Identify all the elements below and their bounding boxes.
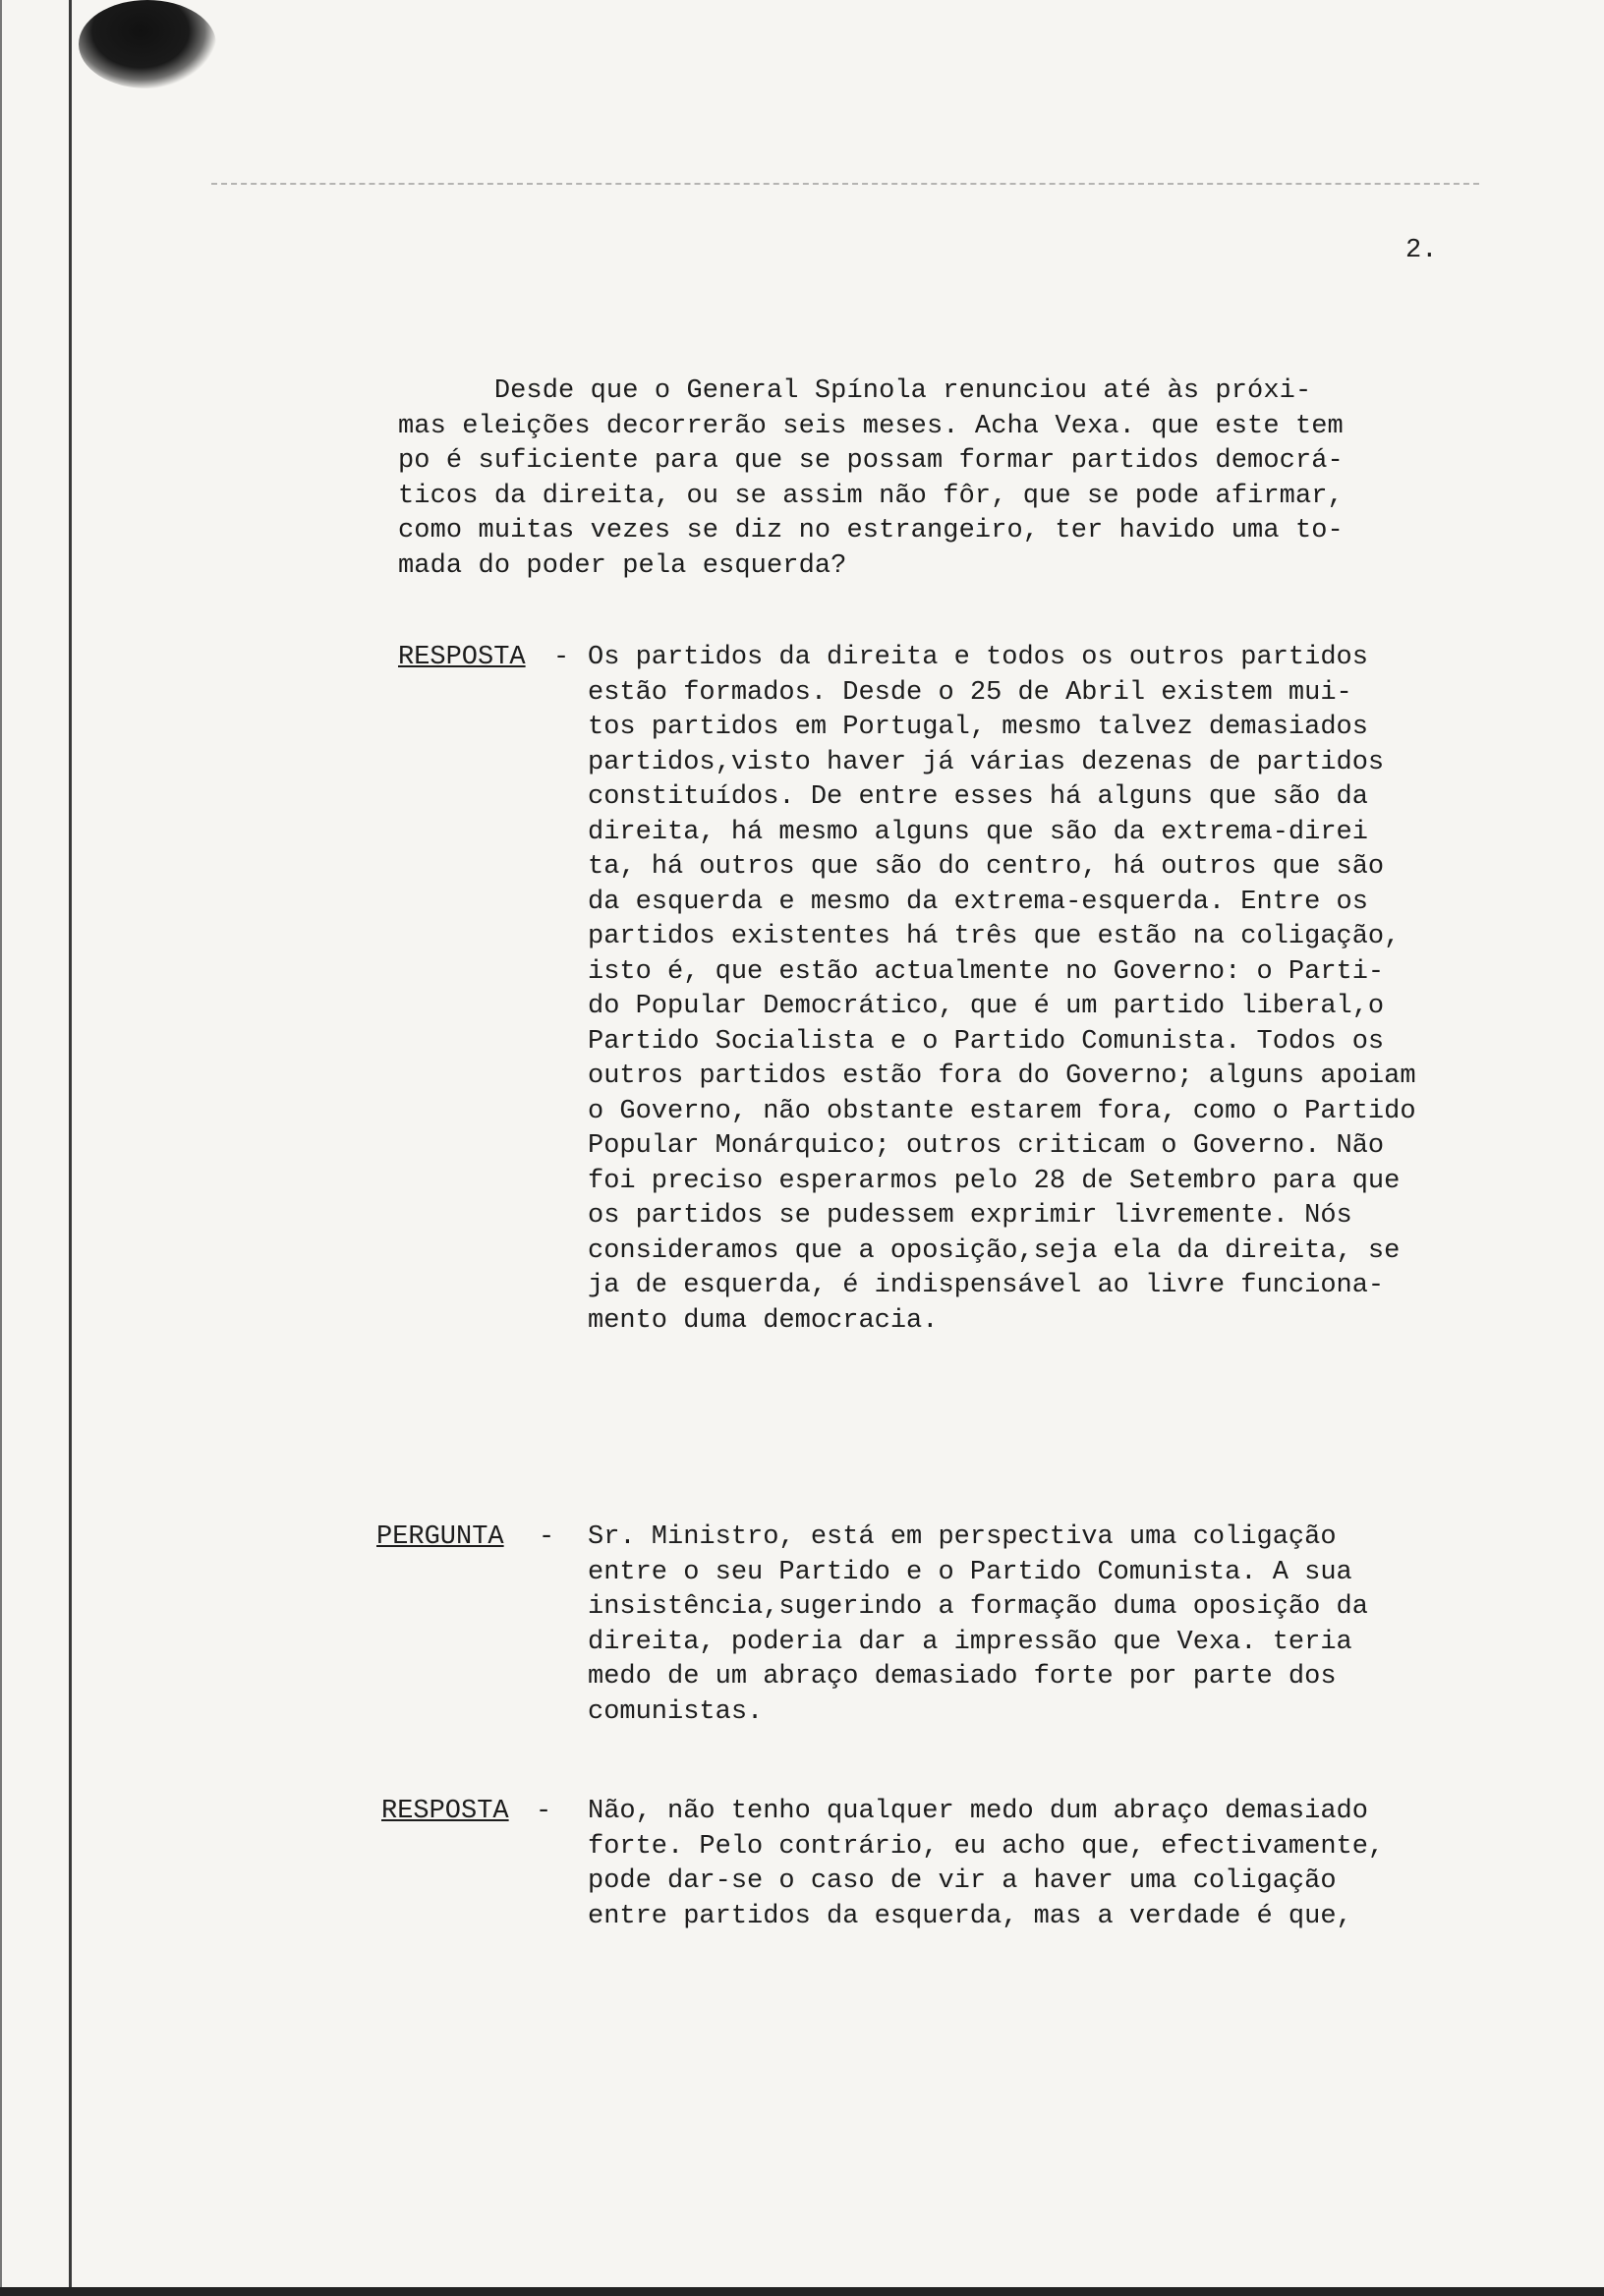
body-line: entre o seu Partido e o Partido Comunista. A sua bbox=[588, 1557, 1352, 1587]
body-line: estão formados. Desde o 25 de Abril existem mui- bbox=[588, 677, 1352, 708]
body-line: outros partidos estão fora do Governo; alguns apoiam bbox=[588, 1062, 1416, 1091]
header-dotted-rule bbox=[211, 183, 1479, 185]
body-line: isto é, que estão actualmente no Governo: o Parti- bbox=[588, 956, 1385, 987]
body-line: comunistas. bbox=[588, 1696, 764, 1727]
intro-line: como muitas vezes se diz no estrangeiro, ter havido uma to- bbox=[398, 516, 1344, 545]
body-line: medo de um abraço demasiado forte por parte dos bbox=[588, 1662, 1337, 1692]
page-number: 2. bbox=[1405, 236, 1438, 265]
punch-hole-mark bbox=[79, 0, 216, 88]
body-line: do Popular Democrático, que é um partido liberal,o bbox=[588, 992, 1385, 1021]
body-line: consideramos que a oposição,seja ela da direita, se bbox=[588, 1235, 1401, 1266]
speaker-label: PERGUNTA bbox=[376, 1522, 504, 1552]
body-line: tos partidos em Portugal, mesmo talvez demasiados bbox=[588, 713, 1368, 742]
body-line: entre partidos da esquerda, mas a verdade é que, bbox=[588, 1901, 1352, 1931]
intro-line: ticos da direita, ou se assim não fôr, que se pode afirmar, bbox=[398, 481, 1344, 511]
body-line: Partido Socialista e o Partido Comunista. Todos os bbox=[588, 1026, 1385, 1057]
body-line: direita, há mesmo alguns que são da extrema-direi bbox=[588, 817, 1368, 847]
intro-line: mada do poder pela esquerda? bbox=[398, 550, 847, 581]
body-line: partidos,visto haver já várias dezenas de partidos bbox=[588, 747, 1385, 777]
body-line: forte. Pelo contrário, eu acho que, efectivamente, bbox=[588, 1831, 1385, 1862]
body-line: insistência,sugerindo a formação duma oposição da bbox=[588, 1592, 1368, 1622]
body-line: direita, poderia dar a impressão que Vexa. teria bbox=[588, 1627, 1352, 1657]
intro-line: po é suficiente para que se possam formar partidos democrá- bbox=[398, 446, 1344, 476]
label-dash: - bbox=[539, 1522, 555, 1552]
body-line: o Governo, não obstante estarem fora, como o Partido bbox=[588, 1096, 1416, 1126]
scan-edge-bottom bbox=[0, 2287, 1604, 2296]
scan-edge-left bbox=[0, 0, 2, 2296]
scan-margin-line bbox=[69, 0, 72, 2296]
speaker-label: RESPOSTA bbox=[381, 1797, 509, 1826]
body-line: foi preciso esperarmos pelo 28 de Setembro para que bbox=[588, 1166, 1401, 1196]
body-line: constituídos. De entre esses há alguns que são da bbox=[588, 782, 1368, 812]
label-dash: - bbox=[553, 643, 570, 672]
intro-line: mas eleições decorrerão seis meses. Acha Vexa. que este tem bbox=[398, 411, 1344, 441]
body-line: ta, há outros que são do centro, há outros que são bbox=[588, 852, 1385, 882]
speaker-label: RESPOSTA bbox=[398, 643, 526, 672]
question-intro bbox=[398, 374, 1344, 584]
body-line: Sr. Ministro, está em perspectiva uma coligação bbox=[588, 1522, 1337, 1552]
body-line: Popular Monárquico; outros criticam o Governo. Não bbox=[588, 1131, 1385, 1161]
body-line: da esquerda e mesmo da extrema-esquerda. Entre os bbox=[588, 887, 1368, 917]
body-line: Não, não tenho qualquer medo dum abraço demasiado bbox=[588, 1797, 1368, 1826]
body-line: Os partidos da direita e todos os outros partidos bbox=[588, 643, 1368, 672]
body-line: pode dar-se o caso de vir a haver uma coligação bbox=[588, 1866, 1337, 1896]
label-dash: - bbox=[536, 1797, 552, 1826]
body-line: ja de esquerda, é indispensável ao livre funciona- bbox=[588, 1271, 1385, 1300]
body-line: mento duma democracia. bbox=[588, 1305, 939, 1336]
intro-line: Desde que o General Spínola renunciou até às próxi- bbox=[398, 376, 1312, 406]
body-line: os partidos se pudessem exprimir livremente. Nós bbox=[588, 1201, 1352, 1231]
body-line: partidos existentes há três que estão na coligação, bbox=[588, 922, 1401, 951]
